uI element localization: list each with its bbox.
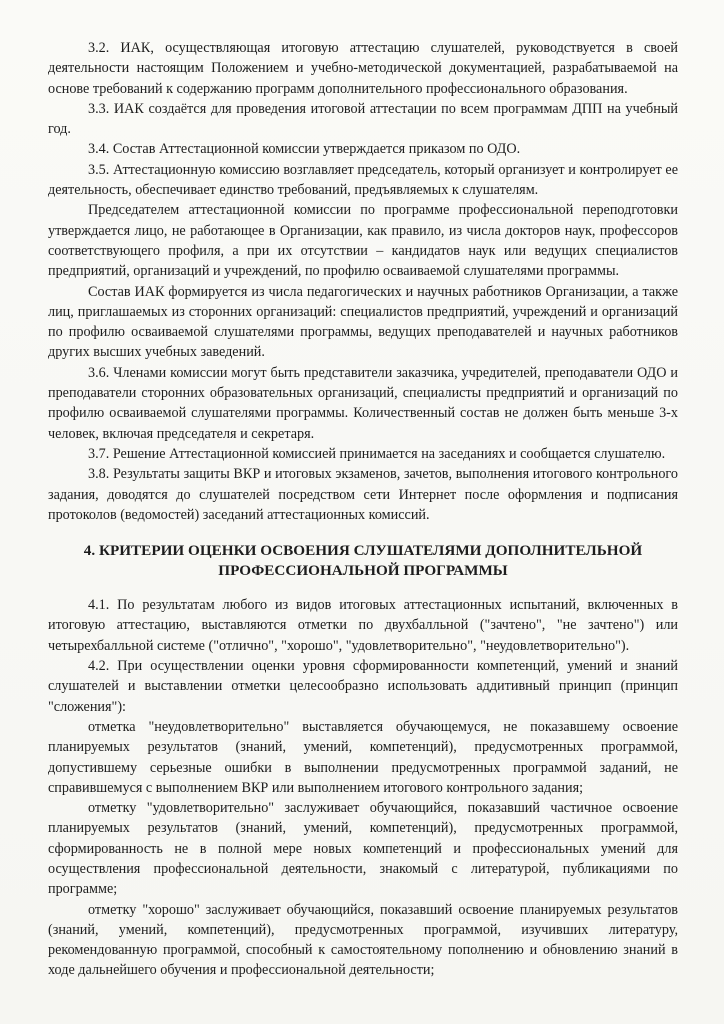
paragraph-3-6: 3.6. Членами комиссии могут быть представители заказчика, учредителей, преподаватели ОДО и преподаватели сторонних образовательных организаций, специалисты предприятий и организаций по профилю осваиваемой слушателями программы. Количественный состав не должен быть меньше 3-х человек, включая председателя и секретаря.	[48, 364, 678, 442]
paragraph-4-2: 4.2. При осуществлении оценки уровня сформированности компетенций, умений и знаний слушателей и выставлении отметки целесообразно использовать аддитивный принцип (принцип "сложения"):	[48, 658, 678, 715]
paragraph-3-8: 3.8. Результаты защиты ВКР и итоговых экзаменов, зачетов, выполнения итогового контрольного задания, доводятся до слушателей посредством сети Интернет после оформления и подписания протоколов (ведомостей) заседаний аттестационных комиссий.	[48, 466, 678, 523]
paragraph-3-3: 3.3. ИАК создаётся для проведения итоговой аттестации по всем программам ДПП на учебный год.	[48, 100, 678, 138]
paragraph-3-7: 3.7. Решение Аттестационной комиссией принимается на заседаниях и сообщается слушателю.	[88, 445, 666, 462]
paragraph-3-4: 3.4. Состав Аттестационной комиссии утверждается приказом по ОДО.	[88, 141, 521, 158]
paragraph-chairman: Председателем аттестационной комиссии по программе профессиональной переподготовки утверждается лицо, не работающее в Организации, как правило, из числа докторов наук, профессоров соответствующего профиля, а при их отсутствии – кандидатов наук или ведущих специалистов предприятий, организаций и учреждений, по профилю осваиваемой слушателями программы.	[48, 202, 678, 280]
section-heading	[68, 541, 658, 581]
section-heading-line-1: 4. КРИТЕРИИ ОЦЕНКИ ОСВОЕНИЯ СЛУШАТЕЛЯМИ ДОПОЛНИТЕЛЬНОЙ	[83, 542, 643, 560]
paragraph-grade-unsatisfactory: отметка "неудовлетворительно" выставляется обучающемуся, не показавшему освоение планируемых результатов (знаний, умений, компетенций), предусмотренных программой, допустившему серьезные ошибки в выполнении предусмотренных программой заданий, не справившемуся с выполнением ВКР или выполнением итогового контрольного задания;	[48, 718, 678, 796]
paragraph-4-1: 4.1. По результатам любого из видов итоговых аттестационных испытаний, включенных в итоговую аттестацию, выставляются отметки по двухбалльной ("зачтено", "не зачтено") или четырехбалльной системе ("отлично", "хорошо", "удовлетворительно", "неудовлетворительно").	[48, 597, 678, 654]
section-heading-line-2: ПРОФЕССИОНАЛЬНОЙ ПРОГРАММЫ	[218, 562, 508, 580]
paragraph-composition: Состав ИАК формируется из числа педагогических и научных работников Организации, а также лиц, приглашаемых из сторонних организаций: специалистов предприятий, учреждений и организаций по профилю осваиваемой слушателями программы, ведущих преподавателей и научных работников других высших учебных заведений.	[48, 283, 678, 361]
paragraph-3-5: 3.5. Аттестационную комиссию возглавляет председатель, который организует и контролирует ее деятельность, обеспечивает единство требований, предъявляемых к слушателям.	[48, 161, 678, 199]
paragraph-grade-satisfactory: отметку "удовлетворительно" заслуживает обучающийся, показавший частичное освоение планируемых результатов (знаний, умений, компетенций), предусмотренных программой, сформированность не в полной мере новых компетенций и профессиональных умений для осуществления профессиональной деятельности, знакомый с литературой, публикациями по программе;	[48, 800, 678, 898]
paragraph-grade-good: отметку "хорошо" заслуживает обучающийся, показавший освоение планируемых результатов (знаний, умений, компетенций), предусмотренных программой, изучивших литературу, рекомендованную программой, способный к самостоятельному пополнению и обновлению знаний в ходе дальнейшего обучения и профессиональной деятельности;	[48, 901, 678, 979]
paragraph-3-2: 3.2. ИАК, осуществляющая итоговую аттестацию слушателей, руководствуется в своей деятельности настоящим Положением и учебно-методической документацией, разрабатываемой на основе требований к содержанию программ дополнительного профессионального образования.	[48, 40, 678, 97]
